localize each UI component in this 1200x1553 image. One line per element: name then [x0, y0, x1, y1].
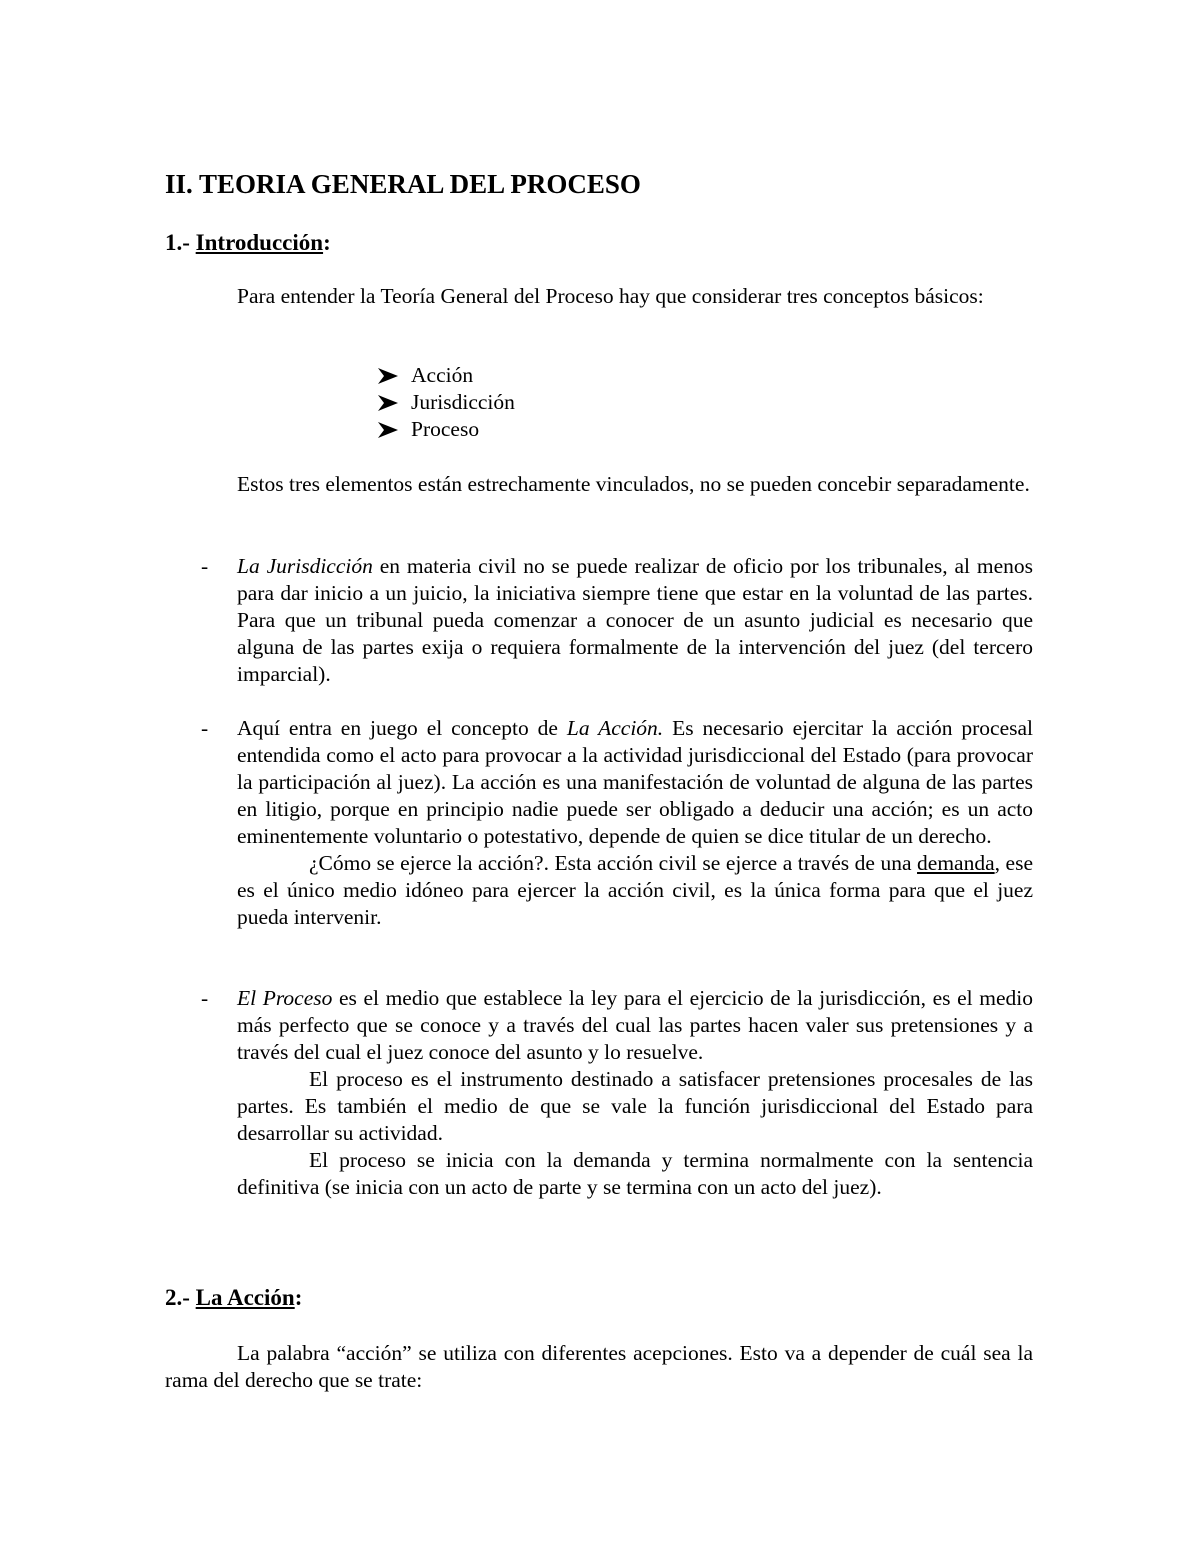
dash-marker: -	[201, 554, 209, 578]
section-2-colon: :	[294, 1285, 303, 1310]
section-1-colon: :	[323, 230, 331, 255]
proceso-item	[165, 985, 1033, 1201]
proceso-term: El Proceso	[237, 986, 333, 1010]
section-1-number: 1.-	[165, 230, 196, 255]
proceso-body: El Proceso es el medio que establece la ley para el ejercicio de la jurisdicción, es el medio más perfecto que se conoce y a través del cual las partes hacen valer sus pretensiones y a través del cual el juez conoce del asunto y lo resuelve. El proceso es el instrumento destinado a satisfacer pretensiones procesales de las partes. Es también el medio de que se vale la función jurisdiccional del Estado para desarrollar su actividad. El proceso se inicia con la demanda y termina normalmente con la sentencia definitiva (se inicia con un acto de parte y se termina con un acto del juez).	[237, 986, 1033, 1199]
dash-marker: -	[201, 986, 209, 1010]
section-1-title: Introducción	[195, 230, 324, 255]
jurisdiccion-body: La Jurisdicción en materia civil no se puede realizar de oficio por los tribunales, al menos para dar inicio a un juicio, la iniciativa siempre tiene que estar en la voluntad de las partes. Para que un tribunal pueda comenzar a conocer de un asunto judicial es necesario que alguna de las partes exija o requiera formalmente de la intervención del juez (del tercero imparcial).	[237, 554, 1033, 686]
list-item-label: Proceso	[411, 417, 480, 441]
section-2-intro: La palabra “acción” se utiliza con diferentes acepciones. Esto va a depender de cuál sea la rama del derecho que se trate:	[165, 1341, 1033, 1392]
jurisdiccion-term: La Jurisdicción	[237, 554, 373, 578]
section-1-heading	[165, 228, 331, 258]
list-item	[377, 389, 515, 416]
list-item-label: Jurisdicción	[411, 390, 515, 414]
arrow-bullet-icon	[377, 394, 399, 412]
list-item	[377, 362, 515, 389]
section-2-title: La Acción	[195, 1285, 295, 1310]
accion-body: Aquí entra en juego el concepto de La Acción. Es necesario ejercitar la acción procesal entendida como el acto para provocar a la actividad jurisdiccional del Estado (para provocar la participación al juez). La acción es una manifestación de voluntad de alguna de las partes en litigio, porque en principio nadie puede ser obligado a deducir una acción; es un acto eminentemente voluntario o potestativo, depende de quien se dice titular de un derecho. ¿Cómo se ejerce la acción?. Esta acción civil se ejerce a través de una demanda, ese es el único medio idóneo para ejercer la acción civil, es la única forma para que el juez pueda intervenir.	[237, 716, 1033, 929]
proceso-paragraph-3: El proceso se inicia con la demanda y termina normalmente con la sentencia definitiva (se inicia con un acto de parte y se termina con un acto del juez).	[237, 1148, 1033, 1199]
section-2-heading	[165, 1283, 302, 1313]
arrow-bullet-icon	[377, 421, 399, 439]
accion-term: La Acción.	[566, 716, 664, 740]
section-2-number: 2.-	[165, 1285, 196, 1310]
jurisdiccion-item	[165, 553, 1033, 688]
accion-item	[165, 715, 1033, 931]
demanda-term: demanda	[917, 851, 995, 875]
list-item-label: Acción	[411, 363, 474, 387]
proceso-paragraph-2: El proceso es el instrumento destinado a satisfacer pretensiones procesales de las partes. Es también el medio de que se vale la función jurisdiccional del Estado para desarrollar su actividad.	[237, 1067, 1033, 1145]
dash-marker: -	[201, 716, 209, 740]
linked-elements-paragraph: Estos tres elementos están estrechamente vinculados, no se pueden concebir separadamente.	[237, 472, 1030, 496]
list-item	[377, 416, 515, 443]
arrow-bullet-icon	[377, 367, 399, 385]
document-title: II. TEORIA GENERAL DEL PROCESO	[165, 169, 641, 199]
section-1-intro: Para entender la Teoría General del Proceso hay que considerar tres conceptos básicos:	[237, 284, 984, 308]
concept-list	[377, 362, 515, 443]
